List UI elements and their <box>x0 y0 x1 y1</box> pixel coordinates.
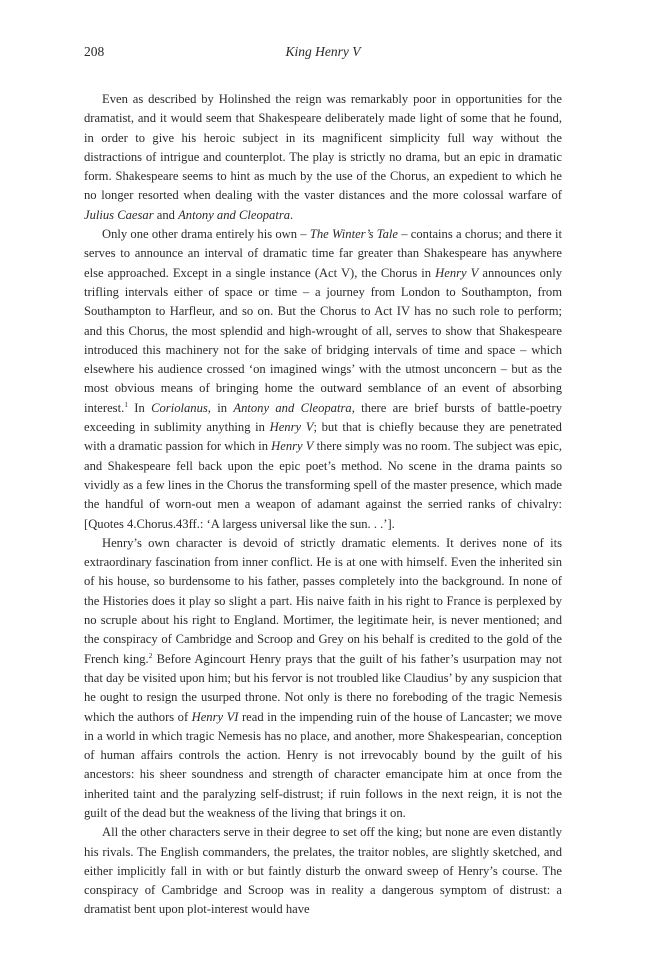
footnote-marker: 2 <box>148 650 153 660</box>
paragraph <box>84 534 562 823</box>
italic-title: The Winter’s Tale <box>309 227 398 242</box>
text-run: – contains a chorus; and there it serves to announce an interval of dramatic time far greater than Shakespeare has anywhere else approached. Except in a single instance (Act V), the Chorus in <box>84 227 562 280</box>
text-run: Before Agincourt Henry prays that the guilt of his father’s usurpation may not that day be visited upon him; but his fervor is not troubled like Claudius’ by any suspicion that he ought to resign the usurped throne. Not only is there no foreboding of the tragic Nemesis which the authors of <box>84 651 562 724</box>
page-header <box>84 44 562 64</box>
text-run: All the other characters serve in their degree to set off the king; but none are even distantly his rivals. The English commanders, the prelates, the traitor nobles, are slightly sketched, and either implicitly fall in with or but faintly disturb the onward sweep of Henry’s course. The conspiracy of Cambridge and Scroop was in reality a dangerous symptom of distrust: a dramatist bent upon plot-interest would have <box>84 825 562 917</box>
italic-title: Antony and Cleopatra <box>233 400 352 415</box>
italic-title: Coriolanus <box>151 400 208 415</box>
paragraph <box>84 90 562 225</box>
body-text <box>84 90 562 920</box>
paragraph <box>84 823 562 919</box>
text-run: , there are brief bursts of battle-poetry exceeding in sublimity anything in <box>84 400 563 435</box>
italic-title: Julius Caesar <box>84 207 154 222</box>
text-run: . <box>290 207 294 222</box>
italic-title: Henry V <box>435 265 479 280</box>
italic-title: Antony and Cleopatra <box>178 207 291 222</box>
text-run: and <box>153 207 179 222</box>
text-run: announces only trifling intervals either of space or time – a journey from London to Southampton, from Southampton to Harfleur, and so on. But the Chorus to Act IV has no such role to perform; and this Chorus, the most splendid and high-wrought of all, serves to show that Shakespeare introduced this machinery not for the sake of bridging intervals of time and space – which elsewhere his audience crossed ‘on imagined wings’ with the utmost unconcern – but as the most obvious means of bringing home the outward semblance of an event of absorbing interest. <box>84 265 562 415</box>
italic-title: Henry V <box>271 439 314 454</box>
text-run: read in the impending ruin of the house of Lancaster; we move in a world in which tragic Nemesis has no place, and another, more Shakespearian, conception of human affairs controls the action. Henry is not irrevocably bound by the guilt of his ancestors: his sheer soundness and strength of character emancipate him at once from the inherited taint and the paralyzing self-distrust; if ruin follows in the next reign, it is not the guilt of the dead but the weakness of the living that brings it on. <box>84 709 563 820</box>
text-run: , in <box>207 400 234 415</box>
text-run: Only one other drama entirely his own – <box>102 227 310 242</box>
paragraph <box>84 225 562 534</box>
running-title: King Henry V <box>285 44 361 59</box>
text-run: ; but that is chiefly because they are penetrated with a dramatic passion for which in <box>84 420 562 454</box>
footnote-marker: 1 <box>124 399 128 409</box>
page-number: 208 <box>84 44 105 59</box>
text-run: Even as described by Holinshed the reign was remarkably poor in opportunities for the dramatist, and it would seem that Shakespeare deliberately made light of some that he found, in order to give his heroic subject in its magnificent simplicity full way without the distractions of intrigue and counterplot. The play is strictly no drama, but an epic in dramatic form. Shakespeare seems to hint as much by the use of the Chorus, an expedient to which he no longer resorted when dealing with the vaster distances and the more colossal warfare of <box>84 92 562 203</box>
text-run: there simply was no room. The subject was epic, and Shakespeare fell back upon the epic poet’s method. No scene in the drama paints so vividly as a few lines in the Chorus the transforming spell of the master presence, which made the handful of worn-out men a weapon of adamant against the serried ranks of chivalry: [Quotes 4.Chorus.43ff.: ‘A largess universal like the sun. . .’]. <box>84 439 562 531</box>
text-run: In <box>127 400 152 415</box>
italic-title: Henry VI <box>191 709 239 724</box>
text-run: Henry’s own character is devoid of strictly dramatic elements. It derives none of its extraordinary fascination from inner conflict. He is at one with himself. Even the inherited sin of his house, so burdensome to his father, passes completely into the background. In none of the Histories does it play so slight a part. His naive faith in his right to France is perplexed by no scruple about his right to England. Mortimer, the legitimate heir, is never mentioned; and the conspiracy of Cambridge and Scroop and Grey on his behalf is credited to the gold of the French king. <box>84 535 562 666</box>
italic-title: Henry V <box>269 420 314 435</box>
